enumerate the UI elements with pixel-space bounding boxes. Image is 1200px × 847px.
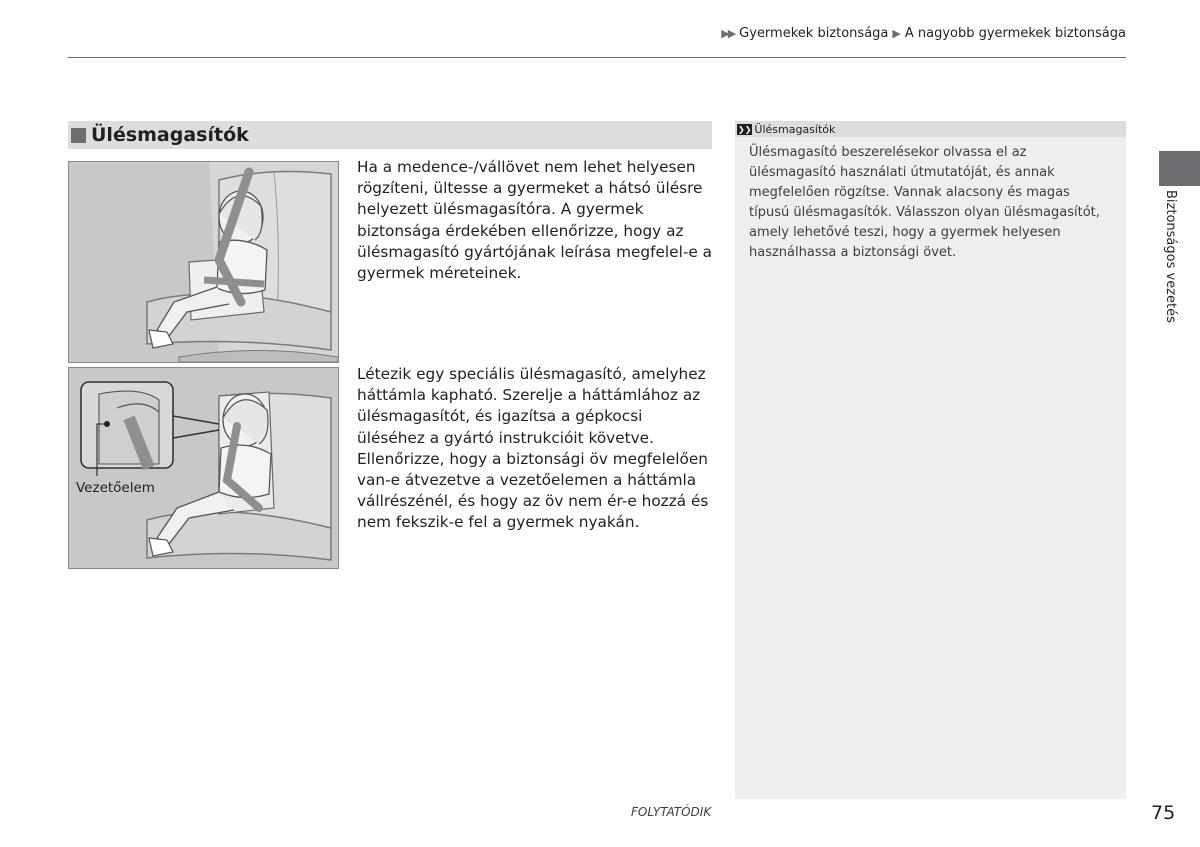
booster-seat-illustration [68, 161, 339, 363]
continued-marker: FOLYTATÓDIK [631, 805, 712, 819]
guide-element-label: Vezetőelem [76, 480, 155, 496]
chapter-tab [1159, 151, 1200, 186]
breadcrumb-item-current: A nagyobb gyermekek biztonsága [904, 26, 1126, 41]
side-note-text: Ülésmagasító beszerelésekor olvassa el az ülésmagasító használati útmutatóját, és annak megfelelően rögzítse. Vannak alacsony és magas típusú ülésmagasítók. Válasszon olyan ülésmagasítót, amely lehetővé teszi, hogy a gyermek helyesen használhassa a biztonsági övet. [749, 145, 1100, 260]
chapter-label: Biztonságos vezetés [1163, 190, 1178, 323]
breadcrumb-item-parent: Gyermekek biztonsága [739, 26, 889, 41]
section-title: Ülésmagasítók [91, 124, 249, 146]
breadcrumb [721, 26, 1126, 41]
side-note-heading [735, 121, 1126, 137]
page-number: 75 [1151, 802, 1176, 824]
square-bullet-icon [71, 128, 86, 143]
triangle-icon: ▶ [892, 27, 901, 40]
section-heading-bar [68, 121, 712, 149]
side-note-box [735, 121, 1126, 799]
side-note-title: Ülésmagasítók [754, 122, 836, 136]
note-arrow-icon: ❯❯ [738, 124, 752, 134]
header-divider [68, 57, 1126, 58]
backed-booster-paragraph: Létezik egy speciális ülésmagasító, amelyhez háttámla kapható. Szerelje a háttámlához az ülésmagasítót, és igazítsa a gépkocsi üléséhez a gyártó instrukcióit követve. Ellenőrizze, hogy a biztonsági öv megfelelően van-e átvezetve a vezetőelemen a háttámla vállrészénél, és hogy az öv nem ér-e hozzá és nem fekszik-e fel a gyermek nyakán. [357, 365, 709, 532]
booster-seat-paragraph: Ha a medence-/vállövet nem lehet helyesen rögzíteni, ültesse a gyermeket a hátsó ülésre helyezett ülésmagasítóra. A gyermek biztonsága érdekében ellenőrizze, hogy az ülésmagasító gyártójának leírása megfelel-e a gyermek méreteinek. [357, 158, 712, 283]
backed-booster-seat-illustration [68, 367, 339, 569]
double-triangle-icon: ▶▶ [721, 27, 735, 40]
